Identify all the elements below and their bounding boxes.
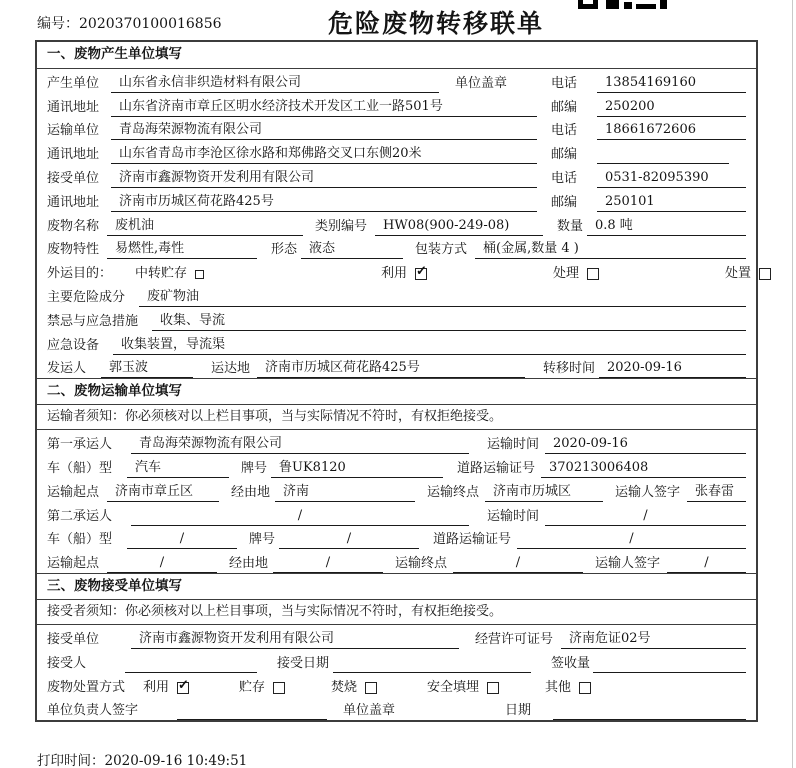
- transporter-label: 运输单位: [47, 123, 100, 139]
- producer-label: 产生单位: [47, 75, 100, 91]
- phone-label: 电话: [551, 123, 578, 139]
- phone-value: 13854169160: [597, 75, 746, 93]
- first-carrier-value: 青岛海荣源物流有限公司: [131, 432, 469, 454]
- form-value: 液态: [301, 237, 403, 259]
- origin-label: 运输起点: [47, 484, 100, 500]
- via-label: 经由地: [229, 556, 269, 572]
- date-label: 日期: [505, 703, 532, 719]
- document-header: [0, 0, 796, 40]
- route-row-2: [37, 549, 756, 573]
- emergency-equipment-row: [37, 331, 756, 355]
- window-right-edge: [792, 0, 793, 768]
- receiver-address-row: [37, 188, 756, 212]
- accept-unit-row: [37, 625, 756, 649]
- accept-unit-value: 济南市鑫源物资开发利用有限公司: [131, 627, 459, 649]
- category-code-label: 类别编号: [315, 218, 368, 234]
- waste-name-value: 废机油: [107, 214, 303, 236]
- disposal-option-store: [239, 676, 331, 697]
- business-permit-value: 济南危证02号: [561, 627, 746, 649]
- vehicle-type-label: 车（船）型: [47, 532, 113, 548]
- quantity-value: 0.8 吨: [587, 214, 746, 236]
- head-sign-label: 单位负责人签字: [47, 703, 139, 719]
- received-qty-value: [593, 656, 746, 673]
- road-permit-label: 道路运输证号: [457, 460, 536, 476]
- transporter-sign-value: 张春雷: [687, 480, 746, 502]
- vehicle-row-1: [37, 454, 756, 478]
- hazard-value: 废矿物油: [139, 285, 746, 307]
- head-signature-row: [37, 697, 756, 721]
- acceptor-value: [125, 656, 257, 673]
- disposal-method-label: 废物处置方式: [47, 679, 126, 695]
- equipment-label: 应急设备: [47, 337, 100, 353]
- waste-character-value: 易燃性,毒性: [107, 237, 257, 259]
- accept-date-value: [333, 656, 531, 673]
- via-label: 经由地: [231, 484, 271, 500]
- hazard-label: 主要危险成分: [47, 289, 126, 305]
- qr-code-fragment-icon: [578, 0, 668, 10]
- transporter-row: [37, 117, 756, 141]
- transfer-time-value: 2020-09-16: [599, 360, 746, 378]
- zip-label: 邮编: [551, 147, 578, 163]
- vehicle-type-value: 汽车: [127, 456, 229, 478]
- plate-value: 鲁UK8120: [271, 456, 443, 478]
- checkbox-label: 利用: [143, 679, 170, 695]
- purpose-label: 外运目的：: [47, 266, 113, 282]
- origin-value: /: [107, 555, 217, 573]
- road-permit-value: /: [517, 531, 746, 549]
- checkbox-icon: [487, 682, 499, 694]
- producer-row: [37, 69, 756, 93]
- transporter-sign-label: 运输人签字: [595, 556, 661, 572]
- producer-value: 山东省永信非织造材料有限公司: [111, 71, 439, 93]
- taboo-value: 收集、导流: [152, 309, 746, 331]
- terminal-value: 济南市历城区: [485, 480, 603, 502]
- page-title: 危险废物转移联单: [328, 9, 545, 38]
- waste-name-row: [37, 212, 756, 236]
- transporter-notice: 运输者须知：你必须核对以上栏目事项，当与实际情况不符时，有权拒绝接受。: [37, 405, 756, 430]
- shipper-value: 郭玉波: [101, 356, 193, 378]
- disposal-option-landfill: [427, 676, 545, 697]
- transfer-time-label: 转移时间: [543, 361, 596, 377]
- terminal-label: 运输终点: [395, 556, 448, 572]
- checkbox-icon: [365, 682, 377, 694]
- zip-label: 邮编: [551, 99, 578, 115]
- plate-label: 牌号: [249, 532, 276, 548]
- first-carrier-label: 第一承运人: [47, 437, 113, 453]
- phone-label: 电话: [551, 75, 578, 91]
- form-label: 形态: [271, 242, 298, 258]
- address-label: 通讯地址: [47, 194, 100, 210]
- section1-title: 一、废物产生单位填写: [37, 42, 756, 69]
- road-permit-value: 370213006408: [541, 460, 746, 478]
- serial-label: 编号：: [37, 16, 79, 32]
- purpose-row: [37, 259, 756, 283]
- disposal-option-utilize: [143, 676, 239, 697]
- second-carrier-row: [37, 502, 756, 526]
- transport-time-label: 运输时间: [487, 437, 540, 453]
- category-code-value: HW08(900-249-08): [375, 218, 543, 236]
- acceptor-row: [37, 649, 756, 673]
- waste-character-label: 废物特性: [47, 242, 100, 258]
- terminal-label: 运输终点: [427, 484, 480, 500]
- checkbox-icon: [273, 682, 285, 694]
- print-time-label: 打印时间：: [37, 753, 105, 768]
- checkbox-label: 其他: [545, 679, 572, 695]
- checkbox-icon: [579, 682, 591, 694]
- checkbox-icon: [177, 682, 189, 694]
- phone-label: 电话: [551, 170, 578, 186]
- via-value: /: [273, 555, 383, 573]
- checkbox-icon: [759, 268, 771, 280]
- checkbox-label: 处置: [725, 266, 752, 282]
- address-value: 山东省济南市章丘区明水经济技术开发区工业一路501号: [111, 95, 537, 117]
- transporter-address-row: [37, 140, 756, 164]
- destination-label: 运达地: [211, 361, 251, 377]
- transport-time-label: 运输时间: [487, 508, 540, 524]
- checkbox-label: 安全填埋: [427, 679, 480, 695]
- terminal-value: /: [453, 555, 583, 573]
- received-qty-label: 签收量: [551, 655, 591, 671]
- via-value: 济南: [275, 480, 415, 502]
- taboo-label: 禁忌与应急措施: [47, 313, 139, 329]
- checkbox-icon: [415, 268, 427, 280]
- checkbox-label: 处理: [553, 266, 580, 282]
- zip-label: 邮编: [551, 194, 578, 210]
- accept-unit-label: 接受单位: [47, 631, 100, 647]
- checkbox-label: 利用: [381, 266, 408, 282]
- vehicle-row-2: [37, 526, 756, 550]
- checkbox-label: 中转贮存: [135, 266, 188, 282]
- receiver-notice: 接受者须知：你必须核对以上栏目事项，当与实际情况不符时，有权拒绝接受。: [37, 600, 756, 625]
- vehicle-type-label: 车（船）型: [47, 460, 113, 476]
- second-carrier-value: /: [131, 508, 469, 526]
- acceptor-label: 接受人: [47, 655, 87, 671]
- transporter-value: 青岛海荣源物流有限公司: [111, 118, 537, 140]
- address-value: 济南市历城区荷花路425号: [111, 190, 537, 212]
- plate-value: /: [279, 531, 419, 549]
- phone-value: 18661672606: [597, 122, 746, 140]
- producer-address-row: [37, 93, 756, 117]
- waste-name-label: 废物名称: [47, 218, 100, 234]
- checkbox-icon: [587, 268, 599, 280]
- packing-value: 桶(金属,数量 4 ): [475, 237, 746, 259]
- address-value: 山东省青岛市李沧区徐水路和郑佛路交叉口东侧20米: [111, 142, 537, 164]
- serial-value: 2020370100016856: [79, 16, 222, 32]
- transport-time-value: /: [545, 508, 746, 526]
- checkbox-icon: [195, 270, 204, 279]
- zip-value: 250200: [597, 99, 746, 117]
- shipper-label: 发运人: [47, 361, 87, 377]
- section3-title: 三、废物接受单位填写: [37, 573, 756, 600]
- disposal-method-row: [37, 673, 756, 697]
- print-time-line: [37, 749, 247, 768]
- business-permit-label: 经营许可证号: [475, 631, 554, 647]
- taboo-measures-row: [37, 307, 756, 331]
- route-row-1: [37, 478, 756, 502]
- hazard-component-row: [37, 283, 756, 307]
- section2-title: 二、废物运输单位填写: [37, 378, 756, 405]
- first-carrier-row: [37, 430, 756, 454]
- zip-value: [597, 147, 729, 164]
- purpose-option-treat: [553, 262, 725, 283]
- receiver-row: [37, 164, 756, 188]
- equipment-value: 收集装置，导流渠: [113, 333, 746, 355]
- purpose-option-utilize: [381, 262, 553, 283]
- waste-character-row: [37, 236, 756, 260]
- serial-number-line: [37, 13, 222, 33]
- checkbox-label: 焚烧: [331, 679, 358, 695]
- purpose-option-dispose: [725, 262, 771, 283]
- origin-label: 运输起点: [47, 556, 100, 572]
- packing-label: 包装方式: [415, 242, 468, 258]
- plate-label: 牌号: [241, 460, 268, 476]
- accept-date-label: 接受日期: [277, 655, 330, 671]
- print-time-value: 2020-09-16 10:49:51: [104, 753, 248, 768]
- purpose-option-transfer: [135, 262, 381, 283]
- disposal-option-incinerate: [331, 676, 427, 697]
- second-carrier-label: 第二承运人: [47, 508, 113, 524]
- manifest-form: [35, 40, 758, 722]
- phone-value: 0531-82095390: [597, 170, 746, 188]
- transport-time-value: 2020-09-16: [545, 436, 746, 454]
- destination-value: 济南市历城区荷花路425号: [257, 356, 525, 378]
- quantity-label: 数量: [557, 218, 584, 234]
- checkbox-label: 贮存: [239, 679, 266, 695]
- road-permit-label: 道路运输证号: [433, 532, 512, 548]
- transporter-sign-label: 运输人签字: [615, 484, 681, 500]
- origin-value: 济南市章丘区: [107, 480, 219, 502]
- transporter-sign-value: /: [667, 555, 746, 573]
- address-label: 通讯地址: [47, 99, 100, 115]
- date-value: [553, 703, 746, 720]
- receiver-value: 济南市鑫源物资开发利用有限公司: [111, 166, 537, 188]
- vehicle-type-value: /: [127, 531, 237, 549]
- zip-value: 250101: [597, 194, 746, 212]
- unit-seal-label: 单位盖章: [455, 75, 508, 91]
- receiver-label: 接受单位: [47, 170, 100, 186]
- head-sign-value: [177, 703, 327, 720]
- address-label: 通讯地址: [47, 147, 100, 163]
- disposal-option-other: [545, 676, 746, 697]
- unit-seal-label: 单位盖章: [343, 703, 396, 719]
- shipper-row: [37, 355, 756, 379]
